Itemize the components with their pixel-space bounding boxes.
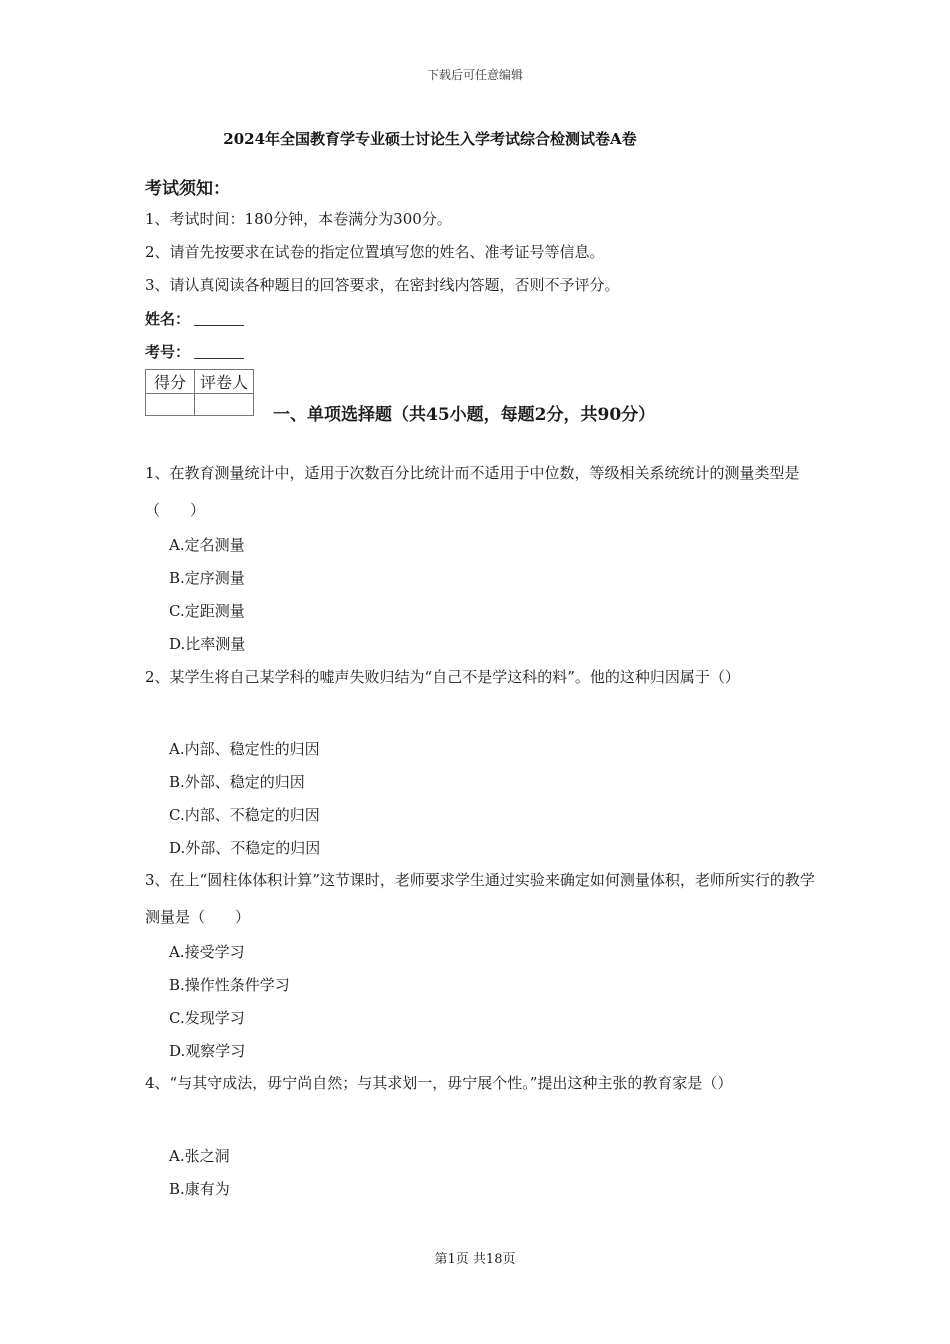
name-label: 姓名：	[145, 310, 191, 328]
notice-line: 3、请认真阅读各种题目的回答要求，在密封线内答题，否则不予评分。	[145, 276, 620, 294]
question-stem: 2、某学生将自己某学科的嘘声失败归结为“自己不是学这科的料”。他的这种归因属于（）	[145, 668, 740, 686]
option: C.定距测量	[169, 602, 245, 620]
name-blank[interactable]	[194, 311, 244, 326]
option: D.观察学习	[169, 1042, 246, 1060]
option: D.比率测量	[169, 635, 246, 653]
option: C.内部、不稳定的归因	[169, 806, 320, 824]
option: D.外部、不稳定的归因	[169, 839, 321, 857]
score-cell[interactable]	[146, 394, 195, 416]
header-note: 下载后可任意编辑	[426, 68, 523, 82]
question-stem: 1、在教育测量统计中，适用于次数百分比统计而不适用于中位数，等级相关系统统计的测量类型是（ ）	[145, 464, 800, 519]
notice-line: 1、考试时间：180分钟，本卷满分为300分。	[145, 210, 452, 228]
document-title: 2024年全国教育学专业硕士讨论生入学考试综合检测试卷A卷	[223, 130, 637, 148]
option: B.定序测量	[169, 569, 245, 587]
score-header: 得分	[146, 370, 195, 394]
option: B.操作性条件学习	[169, 976, 290, 994]
notice-heading: 考试须知：	[145, 179, 230, 199]
section-title: 一、单项选择题（共45小题，每题2分，共90分）	[273, 405, 656, 425]
option: C.发现学习	[169, 1009, 245, 1027]
option: A.张之洞	[169, 1147, 230, 1165]
exam-id-label: 考号：	[145, 343, 191, 361]
exam-id-blank[interactable]	[194, 344, 244, 359]
question-stem: 3、在上“圆柱体体积计算”这节课时，老师要求学生通过实验来确定如何测量体积，老师所实行的教学测量是（ ）	[145, 871, 815, 926]
option: B.康有为	[169, 1180, 230, 1198]
grader-cell[interactable]	[195, 394, 254, 416]
page-footer: 第1页 共18页	[434, 1252, 516, 1267]
grader-header: 评卷人	[195, 370, 254, 394]
question-stem: 4、“与其守成法，毋宁尚自然；与其求划一，毋宁展个性。”提出这种主张的教育家是（）	[145, 1074, 733, 1092]
name-field	[145, 308, 244, 329]
option: A.接受学习	[169, 943, 245, 961]
notice-line: 2、请首先按要求在试卷的指定位置填写您的姓名、准考证号等信息。	[145, 243, 605, 261]
option: A.内部、稳定性的归因	[169, 740, 320, 758]
score-table	[145, 369, 254, 416]
option: B.外部、稳定的归因	[169, 773, 305, 791]
exam-id-field	[145, 341, 244, 362]
option: A.定名测量	[169, 536, 245, 554]
